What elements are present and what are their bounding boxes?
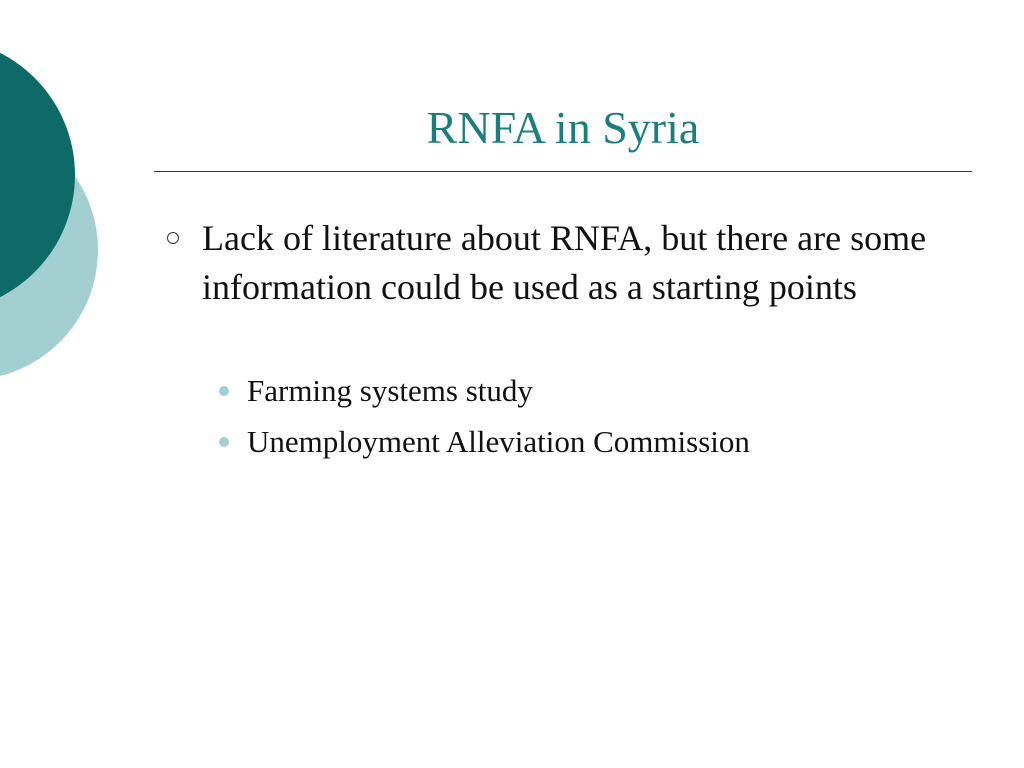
sub-bullet-text: Farming systems study (247, 373, 533, 408)
slide-title: RNFA in Syria (426, 102, 700, 153)
dot-bullet-icon (219, 386, 229, 396)
bullet-text: Lack of literature about RNFA, but there are some information could be used as a starting points (202, 218, 927, 307)
decorative-circles (0, 0, 120, 420)
sub-bullet-text: Unemployment Alleviation Commission (247, 424, 750, 459)
dot-bullet-icon (219, 437, 229, 447)
ring-bullet-icon (167, 232, 179, 244)
title-divider (154, 171, 972, 172)
